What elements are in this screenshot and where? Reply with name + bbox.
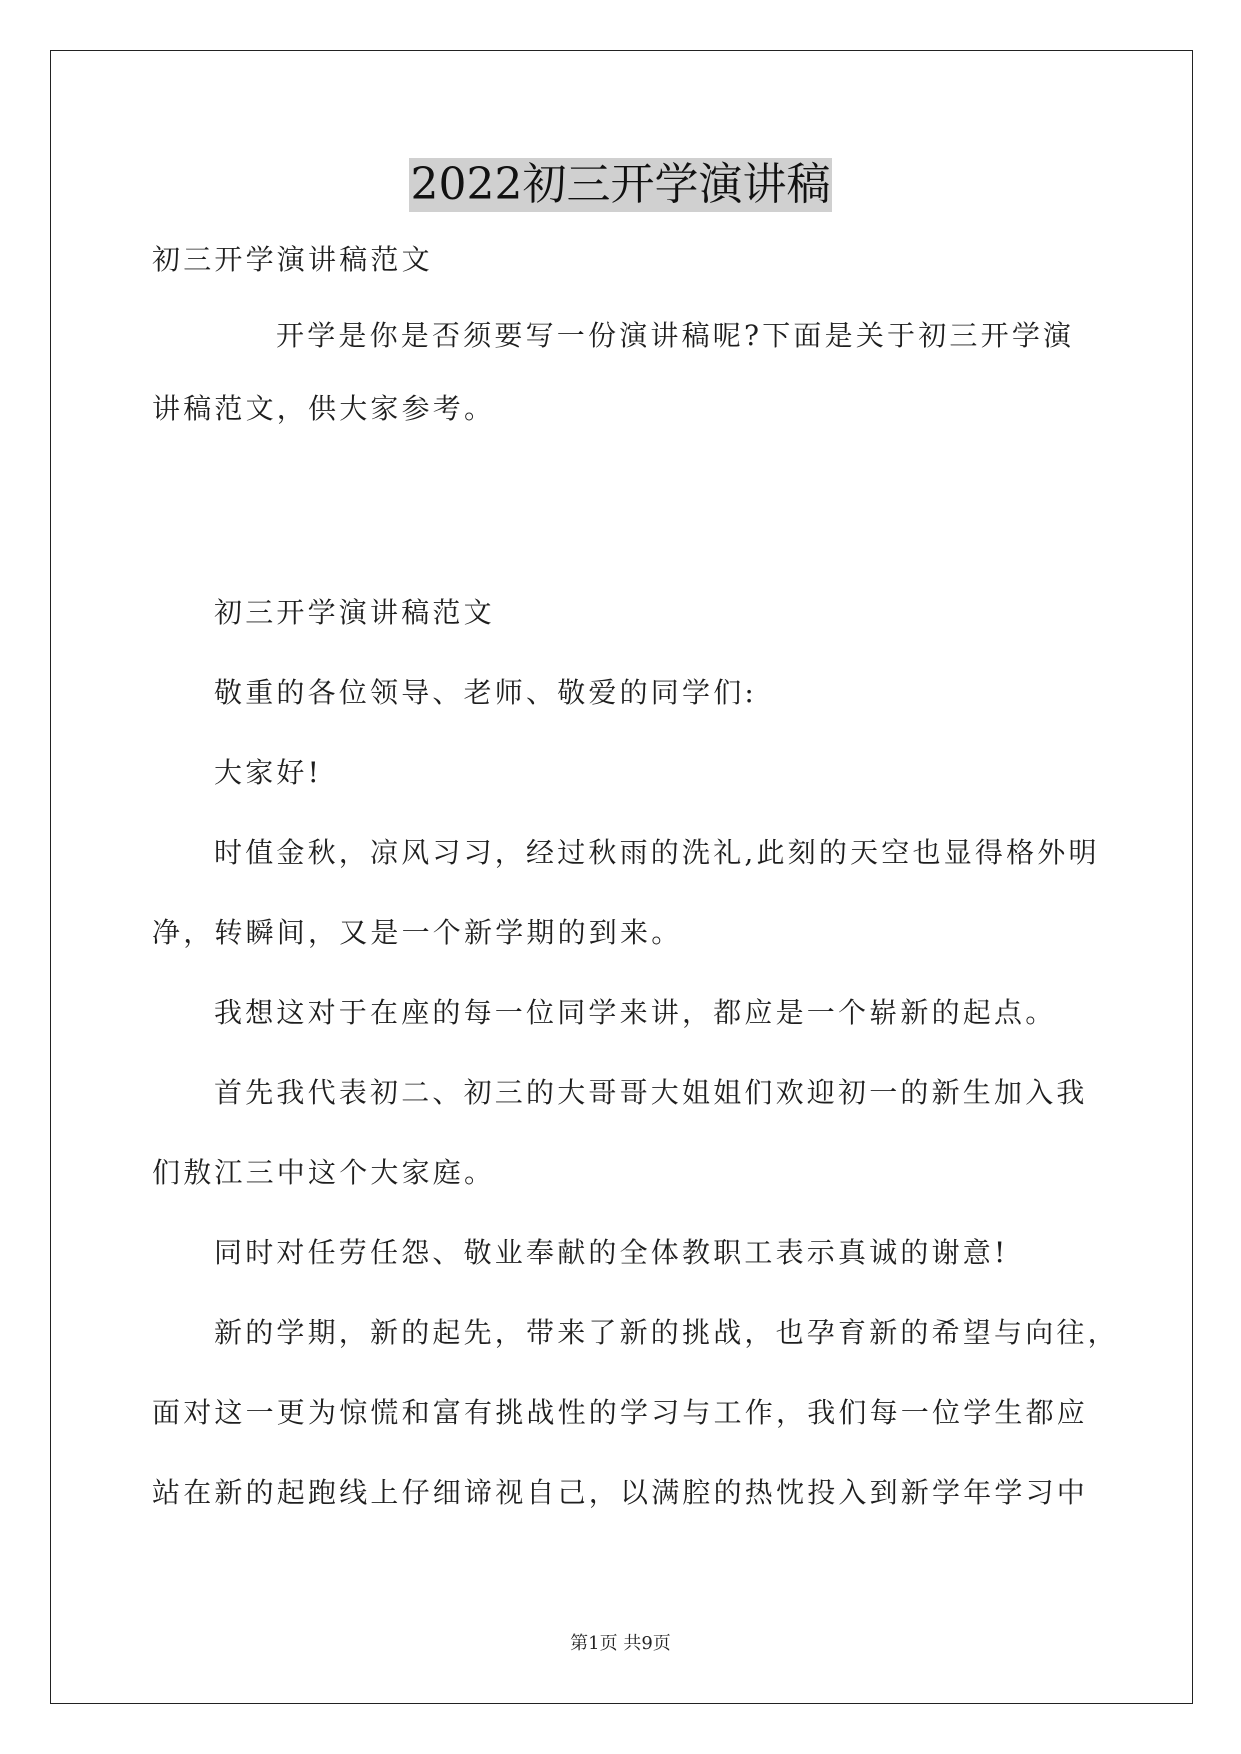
text-line: 首先我代表初二、初三的大哥哥大姐姐们欢迎初一的新生加入我 [214,1076,1088,1109]
text-line: 面对这一更为惊慌和富有挑战性的学习与工作，我们每一位学生都应 [152,1396,1089,1429]
text-line: 们敖江三中这个大家庭。 [152,1156,496,1189]
text-line: 讲稿范文，供大家参考。 [152,392,496,425]
text-line: 站在新的起跑线上仔细谛视自己，以满腔的热忱投入到新学年学习中 [152,1476,1089,1509]
text-line: 新的学期，新的起先，带来了新的挑战，也孕育新的希望与向往， [214,1316,1119,1349]
page-border [50,50,1193,1704]
text-line: 净，转瞬间，又是一个新学期的到来。 [152,916,683,949]
text-line: 大家好! [214,756,323,789]
text-line: 初三开学演讲稿范文 [152,243,433,276]
page-number-footer: 第1页 共9页 [570,1633,671,1654]
title-container [0,158,1241,212]
text-line: 同时对任劳任怨、敬业奉献的全体教职工表示真诚的谢意! [214,1236,1009,1269]
document-title: 2022初三开学演讲稿 [410,159,831,210]
text-line: 初三开学演讲稿范文 [214,596,495,629]
text-line: 时值金秋，凉风习习，经过秋雨的洗礼,此刻的天空也显得格外明 [214,836,1100,869]
text-line: 我想这对于在座的每一位同学来讲，都应是一个崭新的起点。 [214,996,1057,1029]
text-line: 开学是你是否须要写一份演讲稿呢?下面是关于初三开学演 [276,319,1075,352]
text-line: 敬重的各位领导、老师、敬爱的同学们: [214,676,758,709]
